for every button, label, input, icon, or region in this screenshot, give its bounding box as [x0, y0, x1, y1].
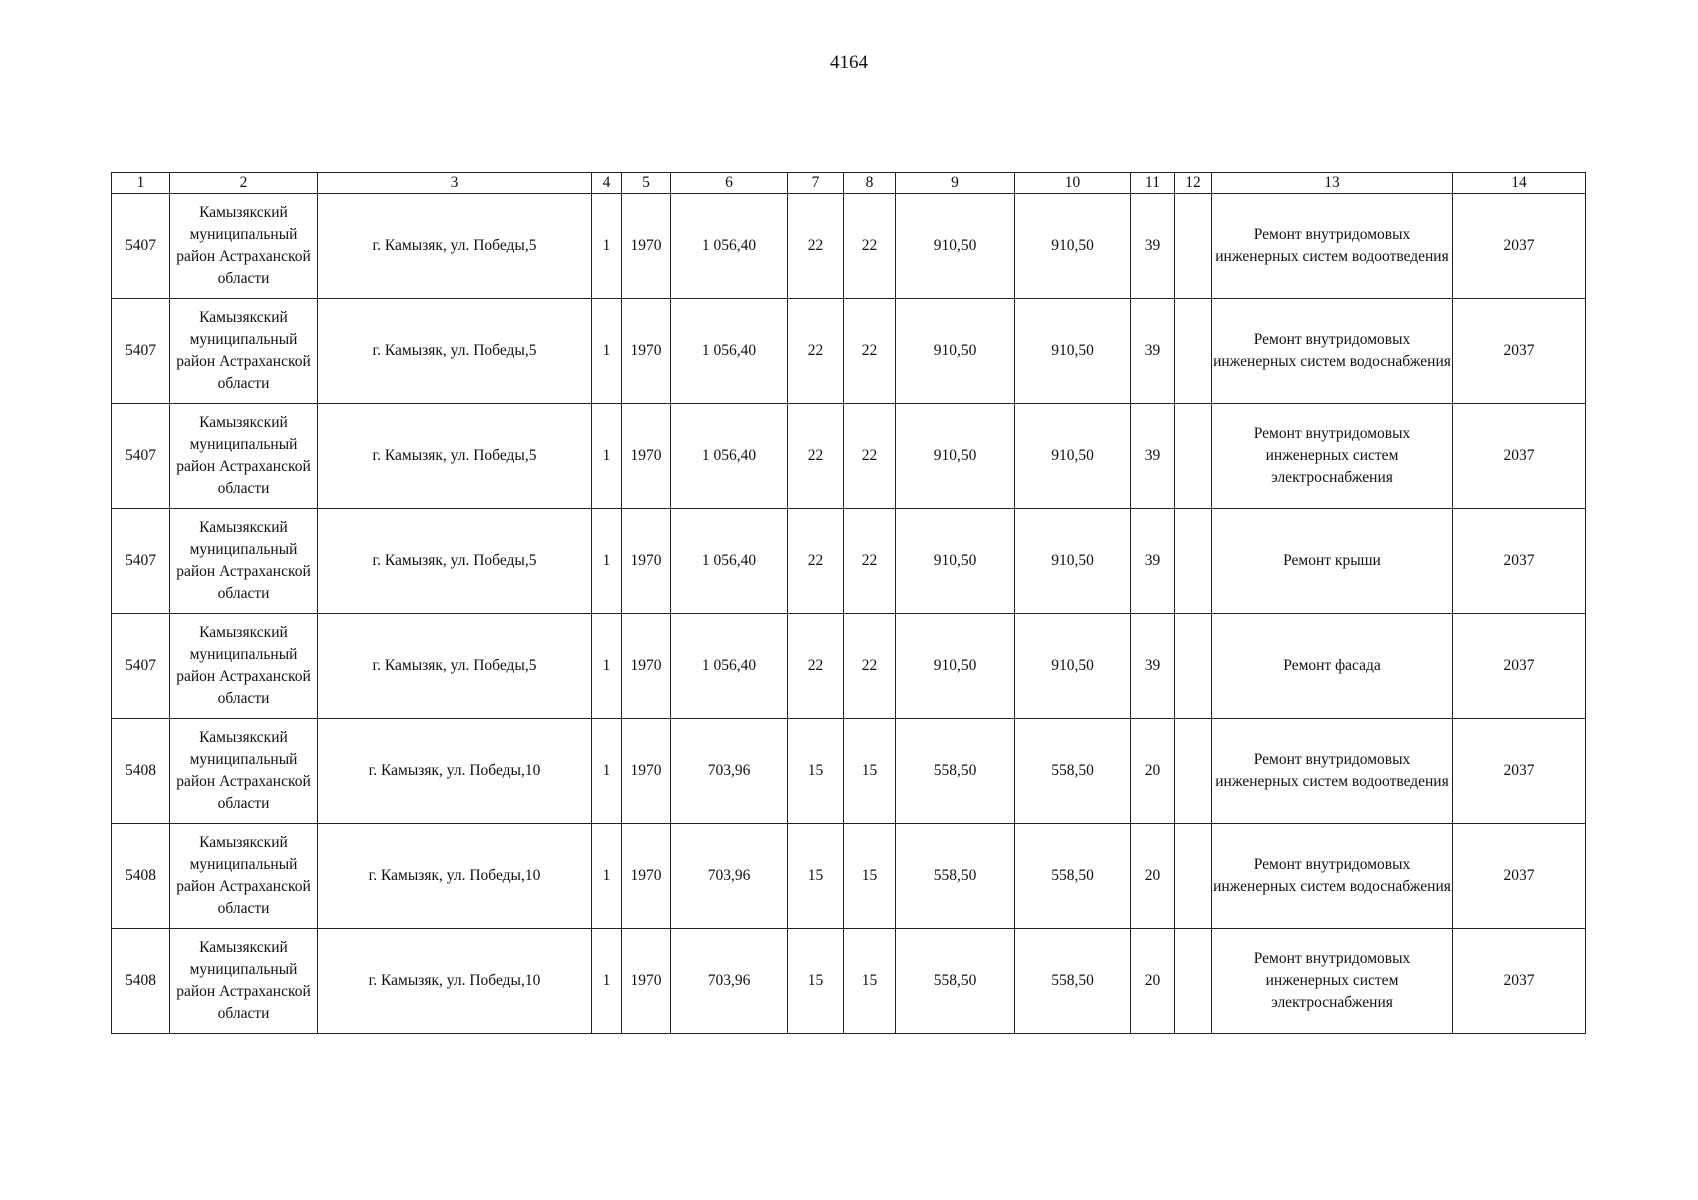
- table-row: [112, 719, 1586, 824]
- cell-year: 1970: [622, 404, 671, 509]
- cell-7: 22: [788, 299, 844, 404]
- cell-4: 1: [592, 824, 622, 929]
- cell-4: 1: [592, 404, 622, 509]
- table-row: [112, 929, 1586, 1034]
- cell-12: [1175, 404, 1212, 509]
- table-row: [112, 299, 1586, 404]
- cell-area: 1 056,40: [671, 194, 788, 299]
- cell-district: Камызякский муниципальный район Астраханской области: [170, 194, 318, 299]
- cell-10: 910,50: [1015, 614, 1131, 719]
- cell-10: 558,50: [1015, 719, 1131, 824]
- cell-plan-year: 2037: [1453, 929, 1586, 1034]
- cell-address: г. Камызяк, ул. Победы,10: [318, 824, 592, 929]
- cell-4: 1: [592, 929, 622, 1034]
- cell-9: 558,50: [896, 824, 1015, 929]
- cell-7: 15: [788, 929, 844, 1034]
- cell-house-id: 5407: [112, 404, 170, 509]
- table-row: [112, 824, 1586, 929]
- cell-4: 1: [592, 194, 622, 299]
- table-row: [112, 194, 1586, 299]
- column-number-12: 12: [1175, 173, 1212, 194]
- column-number-9: 9: [896, 173, 1015, 194]
- cell-10: 910,50: [1015, 299, 1131, 404]
- cell-address: г. Камызяк, ул. Победы,5: [318, 299, 592, 404]
- column-number-2: 2: [170, 173, 318, 194]
- table-row: [112, 404, 1586, 509]
- column-number-4: 4: [592, 173, 622, 194]
- cell-district: Камызякский муниципальный район Астраханской области: [170, 509, 318, 614]
- cell-house-id: 5407: [112, 614, 170, 719]
- cell-year: 1970: [622, 929, 671, 1034]
- cell-7: 22: [788, 614, 844, 719]
- cell-11: 20: [1131, 929, 1175, 1034]
- cell-9: 910,50: [896, 509, 1015, 614]
- cell-10: 558,50: [1015, 929, 1131, 1034]
- cell-12: [1175, 299, 1212, 404]
- cell-plan-year: 2037: [1453, 509, 1586, 614]
- cell-district: Камызякский муниципальный район Астраханской области: [170, 299, 318, 404]
- cell-work: Ремонт внутридомовых инженерных систем водоснабжения: [1212, 824, 1453, 929]
- column-number-7: 7: [788, 173, 844, 194]
- cell-7: 22: [788, 509, 844, 614]
- column-number-5: 5: [622, 173, 671, 194]
- cell-district: Камызякский муниципальный район Астраханской области: [170, 404, 318, 509]
- cell-11: 20: [1131, 824, 1175, 929]
- cell-house-id: 5407: [112, 299, 170, 404]
- cell-10: 910,50: [1015, 194, 1131, 299]
- page-number: 4164: [830, 52, 868, 73]
- cell-12: [1175, 194, 1212, 299]
- cell-area: 1 056,40: [671, 404, 788, 509]
- cell-work: Ремонт крыши: [1212, 509, 1453, 614]
- cell-7: 22: [788, 194, 844, 299]
- cell-9: 910,50: [896, 404, 1015, 509]
- cell-year: 1970: [622, 509, 671, 614]
- table-row: [112, 614, 1586, 719]
- cell-year: 1970: [622, 299, 671, 404]
- cell-plan-year: 2037: [1453, 824, 1586, 929]
- column-number-10: 10: [1015, 173, 1131, 194]
- cell-district: Камызякский муниципальный район Астраханской области: [170, 929, 318, 1034]
- cell-house-id: 5408: [112, 929, 170, 1034]
- cell-area: 703,96: [671, 719, 788, 824]
- cell-9: 910,50: [896, 299, 1015, 404]
- cell-4: 1: [592, 719, 622, 824]
- cell-11: 39: [1131, 299, 1175, 404]
- cell-12: [1175, 824, 1212, 929]
- column-number-1: 1: [112, 173, 170, 194]
- cell-address: г. Камызяк, ул. Победы,5: [318, 194, 592, 299]
- table-body: [112, 194, 1586, 1034]
- cell-9: 910,50: [896, 614, 1015, 719]
- cell-work: Ремонт внутридомовых инженерных систем водоотведения: [1212, 719, 1453, 824]
- cell-12: [1175, 509, 1212, 614]
- cell-house-id: 5407: [112, 194, 170, 299]
- column-number-13: 13: [1212, 173, 1453, 194]
- housing-repair-table: [111, 172, 1586, 1034]
- cell-work: Ремонт внутридомовых инженерных систем электроснабжения: [1212, 404, 1453, 509]
- cell-11: 39: [1131, 614, 1175, 719]
- cell-8: 15: [844, 929, 896, 1034]
- cell-year: 1970: [622, 719, 671, 824]
- cell-year: 1970: [622, 824, 671, 929]
- column-number-14: 14: [1453, 173, 1586, 194]
- cell-8: 22: [844, 614, 896, 719]
- cell-12: [1175, 719, 1212, 824]
- cell-work: Ремонт фасада: [1212, 614, 1453, 719]
- cell-10: 558,50: [1015, 824, 1131, 929]
- cell-9: 910,50: [896, 194, 1015, 299]
- cell-year: 1970: [622, 614, 671, 719]
- cell-8: 15: [844, 719, 896, 824]
- column-number-3: 3: [318, 173, 592, 194]
- cell-area: 703,96: [671, 824, 788, 929]
- cell-district: Камызякский муниципальный район Астраханской области: [170, 719, 318, 824]
- cell-8: 15: [844, 824, 896, 929]
- cell-10: 910,50: [1015, 509, 1131, 614]
- cell-area: 1 056,40: [671, 299, 788, 404]
- cell-address: г. Камызяк, ул. Победы,10: [318, 929, 592, 1034]
- cell-district: Камызякский муниципальный район Астраханской области: [170, 614, 318, 719]
- table-header: [112, 173, 1586, 194]
- cell-address: г. Камызяк, ул. Победы,5: [318, 404, 592, 509]
- cell-7: 15: [788, 824, 844, 929]
- cell-plan-year: 2037: [1453, 614, 1586, 719]
- cell-8: 22: [844, 404, 896, 509]
- cell-9: 558,50: [896, 929, 1015, 1034]
- cell-address: г. Камызяк, ул. Победы,5: [318, 614, 592, 719]
- cell-11: 20: [1131, 719, 1175, 824]
- cell-12: [1175, 614, 1212, 719]
- cell-work: Ремонт внутридомовых инженерных систем электроснабжения: [1212, 929, 1453, 1034]
- cell-8: 22: [844, 509, 896, 614]
- cell-work: Ремонт внутридомовых инженерных систем водоотведения: [1212, 194, 1453, 299]
- cell-4: 1: [592, 509, 622, 614]
- cell-10: 910,50: [1015, 404, 1131, 509]
- cell-8: 22: [844, 299, 896, 404]
- cell-address: г. Камызяк, ул. Победы,10: [318, 719, 592, 824]
- column-number-11: 11: [1131, 173, 1175, 194]
- cell-plan-year: 2037: [1453, 404, 1586, 509]
- cell-area: 703,96: [671, 929, 788, 1034]
- table-row: [112, 509, 1586, 614]
- cell-11: 39: [1131, 404, 1175, 509]
- cell-house-id: 5408: [112, 719, 170, 824]
- column-number-8: 8: [844, 173, 896, 194]
- cell-area: 1 056,40: [671, 509, 788, 614]
- cell-11: 39: [1131, 194, 1175, 299]
- cell-house-id: 5407: [112, 509, 170, 614]
- cell-8: 22: [844, 194, 896, 299]
- column-number-row: [112, 173, 1586, 194]
- cell-work: Ремонт внутридомовых инженерных систем водоснабжения: [1212, 299, 1453, 404]
- column-number-6: 6: [671, 173, 788, 194]
- cell-year: 1970: [622, 194, 671, 299]
- cell-9: 558,50: [896, 719, 1015, 824]
- cell-4: 1: [592, 614, 622, 719]
- cell-address: г. Камызяк, ул. Победы,5: [318, 509, 592, 614]
- cell-11: 39: [1131, 509, 1175, 614]
- cell-plan-year: 2037: [1453, 719, 1586, 824]
- cell-district: Камызякский муниципальный район Астраханской области: [170, 824, 318, 929]
- cell-area: 1 056,40: [671, 614, 788, 719]
- cell-7: 22: [788, 404, 844, 509]
- cell-plan-year: 2037: [1453, 194, 1586, 299]
- cell-4: 1: [592, 299, 622, 404]
- cell-12: [1175, 929, 1212, 1034]
- cell-plan-year: 2037: [1453, 299, 1586, 404]
- cell-7: 15: [788, 719, 844, 824]
- cell-house-id: 5408: [112, 824, 170, 929]
